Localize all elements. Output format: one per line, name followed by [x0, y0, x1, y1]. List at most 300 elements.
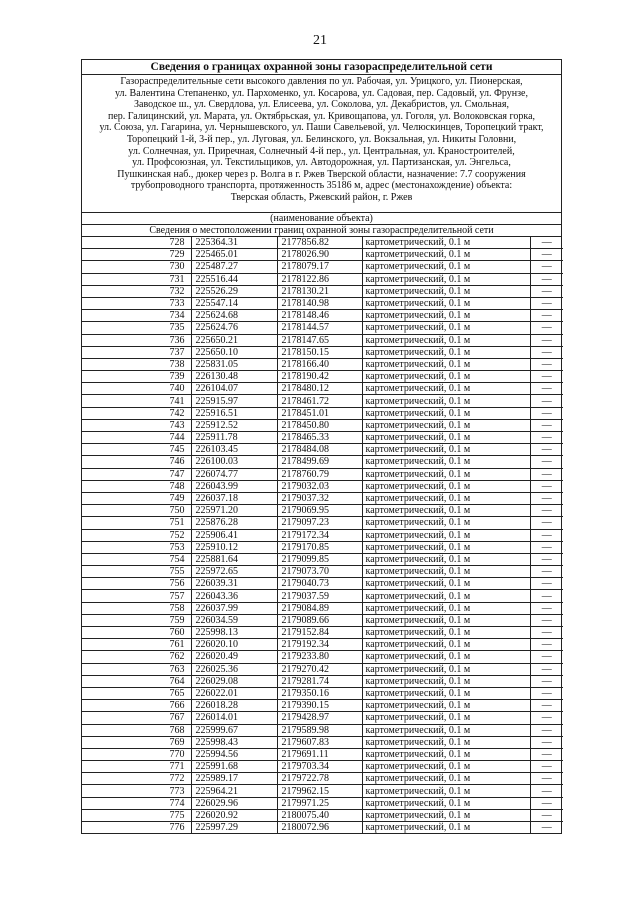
- method-accuracy: картометрический, 0.1 м: [362, 712, 530, 724]
- object-description: [82, 75, 561, 213]
- y-coordinate: 2179233.80: [277, 651, 362, 663]
- method-accuracy: картометрический, 0.1 м: [362, 358, 530, 370]
- description-cell: —: [530, 492, 563, 504]
- y-coordinate: 2179099.85: [277, 553, 362, 565]
- x-coordinate: 225831.05: [191, 358, 277, 370]
- y-coordinate: 2179089.66: [277, 614, 362, 626]
- page-number: 21: [313, 33, 327, 48]
- method-accuracy: картометрический, 0.1 м: [362, 614, 530, 626]
- method-accuracy: картометрический, 0.1 м: [362, 797, 530, 809]
- y-coordinate: 2179722.78: [277, 773, 362, 785]
- x-coordinate: 225526.29: [191, 285, 277, 297]
- y-coordinate: 2178147.65: [277, 334, 362, 346]
- point-number: 728: [82, 237, 191, 249]
- y-coordinate: 2179152.84: [277, 627, 362, 639]
- point-number: 739: [82, 371, 191, 383]
- x-coordinate: 225989.17: [191, 773, 277, 785]
- point-number: 760: [82, 627, 191, 639]
- table-row: [82, 249, 563, 261]
- description-cell: —: [530, 639, 563, 651]
- description-cell: —: [530, 578, 563, 590]
- y-coordinate: 2178130.21: [277, 285, 362, 297]
- table-row: [82, 639, 563, 651]
- description-cell: —: [530, 334, 563, 346]
- description-cell: —: [530, 553, 563, 565]
- point-number: 731: [82, 273, 191, 285]
- y-coordinate: 2178480.12: [277, 383, 362, 395]
- x-coordinate: 226130.48: [191, 371, 277, 383]
- method-accuracy: картометрический, 0.1 м: [362, 700, 530, 712]
- y-coordinate: 2179691.11: [277, 748, 362, 760]
- table-row: [82, 712, 563, 724]
- point-number: 776: [82, 822, 191, 834]
- point-number: 753: [82, 541, 191, 553]
- table-row: [82, 566, 563, 578]
- table-row: [82, 346, 563, 358]
- point-number: 748: [82, 480, 191, 492]
- description-cell: —: [530, 785, 563, 797]
- point-number: 743: [82, 419, 191, 431]
- description-cell: —: [530, 395, 563, 407]
- y-coordinate: 2178122.86: [277, 273, 362, 285]
- point-number: 732: [82, 285, 191, 297]
- point-number: 742: [82, 407, 191, 419]
- x-coordinate: 226020.92: [191, 809, 277, 821]
- x-coordinate: 226020.49: [191, 651, 277, 663]
- x-coordinate: 225998.13: [191, 627, 277, 639]
- table-row: [82, 773, 563, 785]
- table-row: [82, 310, 563, 322]
- y-coordinate: 2180075.40: [277, 809, 362, 821]
- description-cell: —: [530, 261, 563, 273]
- description-cell: —: [530, 651, 563, 663]
- y-coordinate: 2179281.74: [277, 675, 362, 687]
- y-coordinate: 2178144.57: [277, 322, 362, 334]
- x-coordinate: 226074.77: [191, 468, 277, 480]
- description-cell: —: [530, 468, 563, 480]
- table-row: [82, 383, 563, 395]
- point-number: 766: [82, 700, 191, 712]
- description-cell: —: [530, 358, 563, 370]
- method-accuracy: картометрический, 0.1 м: [362, 553, 530, 565]
- point-number: 755: [82, 566, 191, 578]
- table-row: [82, 273, 563, 285]
- table-row: [82, 822, 563, 834]
- table-row: [82, 651, 563, 663]
- method-accuracy: картометрический, 0.1 м: [362, 639, 530, 651]
- y-coordinate: 2178450.80: [277, 419, 362, 431]
- x-coordinate: 225971.20: [191, 505, 277, 517]
- method-accuracy: картометрический, 0.1 м: [362, 334, 530, 346]
- y-coordinate: 2179971.25: [277, 797, 362, 809]
- point-number: 772: [82, 773, 191, 785]
- point-number: 751: [82, 517, 191, 529]
- point-number: 735: [82, 322, 191, 334]
- coordinates-table: [82, 237, 563, 833]
- point-number: 768: [82, 724, 191, 736]
- point-number: 749: [82, 492, 191, 504]
- x-coordinate: 225998.43: [191, 736, 277, 748]
- y-coordinate: 2179607.83: [277, 736, 362, 748]
- x-coordinate: 225624.76: [191, 322, 277, 334]
- table-row: [82, 578, 563, 590]
- point-number: 736: [82, 334, 191, 346]
- y-coordinate: 2179170.85: [277, 541, 362, 553]
- method-accuracy: картометрический, 0.1 м: [362, 736, 530, 748]
- description-line: Тверская область, Ржевский район, г. Ржев: [230, 191, 413, 203]
- point-number: 757: [82, 590, 191, 602]
- method-accuracy: картометрический, 0.1 м: [362, 566, 530, 578]
- description-cell: —: [530, 346, 563, 358]
- x-coordinate: 225650.10: [191, 346, 277, 358]
- y-coordinate: 2178465.33: [277, 432, 362, 444]
- description-cell: —: [530, 627, 563, 639]
- description-cell: —: [530, 797, 563, 809]
- y-coordinate: 2179037.32: [277, 492, 362, 504]
- description-line: ул. Профсоюзная, ул. Текстильщиков, ул. Автодорожная, ул. Партизанская, ул. Энгельса,: [132, 157, 511, 169]
- method-accuracy: картометрический, 0.1 м: [362, 785, 530, 797]
- point-number: 733: [82, 297, 191, 309]
- point-number: 758: [82, 602, 191, 614]
- description-line: трубопроводного транспорта, протяженность 35186 м, адрес (местонахождение) объекта:: [130, 180, 513, 192]
- description-cell: —: [530, 383, 563, 395]
- x-coordinate: 225881.64: [191, 553, 277, 565]
- table-row: [82, 541, 563, 553]
- point-number: 761: [82, 639, 191, 651]
- x-coordinate: 226103.45: [191, 444, 277, 456]
- table-row: [82, 675, 563, 687]
- y-coordinate: 2179097.23: [277, 517, 362, 529]
- description-cell: —: [530, 432, 563, 444]
- table-row: [82, 809, 563, 821]
- y-coordinate: 2178499.69: [277, 456, 362, 468]
- y-coordinate: 2179040.73: [277, 578, 362, 590]
- method-accuracy: картометрический, 0.1 м: [362, 419, 530, 431]
- point-number: 730: [82, 261, 191, 273]
- description-cell: —: [530, 809, 563, 821]
- y-coordinate: 2179037.59: [277, 590, 362, 602]
- description-cell: —: [530, 310, 563, 322]
- method-accuracy: картометрический, 0.1 м: [362, 237, 530, 249]
- table-row: [82, 687, 563, 699]
- method-accuracy: картометрический, 0.1 м: [362, 480, 530, 492]
- description-cell: —: [530, 541, 563, 553]
- method-accuracy: картометрический, 0.1 м: [362, 249, 530, 261]
- document-table: [81, 59, 562, 834]
- description-cell: —: [530, 444, 563, 456]
- description-cell: —: [530, 285, 563, 297]
- y-coordinate: 2179703.34: [277, 761, 362, 773]
- x-coordinate: 225997.29: [191, 822, 277, 834]
- point-number: 773: [82, 785, 191, 797]
- table-row: [82, 419, 563, 431]
- method-accuracy: картометрический, 0.1 м: [362, 346, 530, 358]
- point-number: 746: [82, 456, 191, 468]
- y-coordinate: 2177856.82: [277, 237, 362, 249]
- x-coordinate: 226043.36: [191, 590, 277, 602]
- table-row: [82, 761, 563, 773]
- description-cell: —: [530, 407, 563, 419]
- description-line: Газораспределительные сети высокого давления по ул. Рабочая, ул. Урицкого, ул. Пионерская,: [120, 76, 523, 87]
- x-coordinate: 226037.99: [191, 602, 277, 614]
- table-row: [82, 590, 563, 602]
- description-cell: —: [530, 456, 563, 468]
- x-coordinate: 225487.27: [191, 261, 277, 273]
- x-coordinate: 226014.01: [191, 712, 277, 724]
- y-coordinate: 2178760.79: [277, 468, 362, 480]
- x-coordinate: 226020.10: [191, 639, 277, 651]
- table-row: [82, 322, 563, 334]
- point-number: 762: [82, 651, 191, 663]
- description-cell: —: [530, 273, 563, 285]
- table-row: [82, 432, 563, 444]
- y-coordinate: 2179032.03: [277, 480, 362, 492]
- object-name-label: (наименование объекта): [82, 213, 561, 225]
- method-accuracy: картометрический, 0.1 м: [362, 505, 530, 517]
- point-number: 775: [82, 809, 191, 821]
- document-title: Сведения о границах охранной зоны газораспределительной сети: [82, 60, 561, 75]
- method-accuracy: картометрический, 0.1 м: [362, 590, 530, 602]
- x-coordinate: 225991.68: [191, 761, 277, 773]
- x-coordinate: 225465.01: [191, 249, 277, 261]
- x-coordinate: 226039.31: [191, 578, 277, 590]
- table-row: [82, 627, 563, 639]
- point-number: 750: [82, 505, 191, 517]
- description-cell: —: [530, 529, 563, 541]
- description-cell: —: [530, 322, 563, 334]
- table-row: [82, 407, 563, 419]
- description-cell: —: [530, 736, 563, 748]
- point-number: 744: [82, 432, 191, 444]
- table-row: [82, 785, 563, 797]
- x-coordinate: 226022.01: [191, 687, 277, 699]
- method-accuracy: картометрический, 0.1 м: [362, 456, 530, 468]
- x-coordinate: 225915.97: [191, 395, 277, 407]
- table-row: [82, 505, 563, 517]
- method-accuracy: картометрический, 0.1 м: [362, 627, 530, 639]
- method-accuracy: картометрический, 0.1 м: [362, 724, 530, 736]
- point-number: 759: [82, 614, 191, 626]
- y-coordinate: 2178484.08: [277, 444, 362, 456]
- method-accuracy: картометрический, 0.1 м: [362, 273, 530, 285]
- x-coordinate: 225906.41: [191, 529, 277, 541]
- table-row: [82, 285, 563, 297]
- description-cell: —: [530, 480, 563, 492]
- method-accuracy: картометрический, 0.1 м: [362, 285, 530, 297]
- table-row: [82, 553, 563, 565]
- table-row: [82, 736, 563, 748]
- description-cell: —: [530, 822, 563, 834]
- y-coordinate: 2179073.70: [277, 566, 362, 578]
- method-accuracy: картометрический, 0.1 м: [362, 541, 530, 553]
- description-cell: —: [530, 663, 563, 675]
- table-row: [82, 492, 563, 504]
- x-coordinate: 225964.21: [191, 785, 277, 797]
- y-coordinate: 2179270.42: [277, 663, 362, 675]
- point-number: 765: [82, 687, 191, 699]
- description-cell: —: [530, 517, 563, 529]
- point-number: 752: [82, 529, 191, 541]
- table-row: [82, 297, 563, 309]
- y-coordinate: 2179172.34: [277, 529, 362, 541]
- y-coordinate: 2178451.01: [277, 407, 362, 419]
- method-accuracy: картометрический, 0.1 м: [362, 297, 530, 309]
- x-coordinate: 225650.21: [191, 334, 277, 346]
- point-number: 740: [82, 383, 191, 395]
- method-accuracy: картометрический, 0.1 м: [362, 261, 530, 273]
- y-coordinate: 2178461.72: [277, 395, 362, 407]
- description-cell: —: [530, 724, 563, 736]
- table-row: [82, 529, 563, 541]
- y-coordinate: 2178140.98: [277, 297, 362, 309]
- method-accuracy: картометрический, 0.1 м: [362, 748, 530, 760]
- table-row: [82, 724, 563, 736]
- y-coordinate: 2178166.40: [277, 358, 362, 370]
- method-accuracy: картометрический, 0.1 м: [362, 651, 530, 663]
- y-coordinate: 2179350.16: [277, 687, 362, 699]
- x-coordinate: 225516.44: [191, 273, 277, 285]
- point-number: 771: [82, 761, 191, 773]
- method-accuracy: картометрический, 0.1 м: [362, 492, 530, 504]
- point-number: 729: [82, 249, 191, 261]
- x-coordinate: 226029.08: [191, 675, 277, 687]
- method-accuracy: картометрический, 0.1 м: [362, 432, 530, 444]
- table-row: [82, 748, 563, 760]
- x-coordinate: 225547.14: [191, 297, 277, 309]
- point-number: 738: [82, 358, 191, 370]
- y-coordinate: 2178190.42: [277, 371, 362, 383]
- description-line: ул. Солнечная, ул. Приречная, Солнечный 4-й пер., ул. Центральная, ул. Краностроителей,: [128, 145, 515, 157]
- x-coordinate: 225999.67: [191, 724, 277, 736]
- description-line: Заводское ш., ул. Свердлова, ул. Елисеева, ул. Соколова, ул. Декабристов, ул. Смольная,: [134, 99, 509, 111]
- table-row: [82, 237, 563, 249]
- description-line: пер. Галицинский, ул. Марата, ул. Октябрьская, ул. Кривощапова, ул. Гоголя, ул. Волоковская горка,: [107, 110, 536, 122]
- method-accuracy: картометрический, 0.1 м: [362, 602, 530, 614]
- x-coordinate: 226043.99: [191, 480, 277, 492]
- y-coordinate: 2179069.95: [277, 505, 362, 517]
- method-accuracy: картометрический, 0.1 м: [362, 517, 530, 529]
- description-cell: —: [530, 419, 563, 431]
- description-cell: —: [530, 700, 563, 712]
- method-accuracy: картометрический, 0.1 м: [362, 529, 530, 541]
- point-number: 769: [82, 736, 191, 748]
- description-line: Торопецкий 1-й, 3-й пер., ул. Луговая, ул. Белинского, ул. Вокзальная, ул. Никиты Головни,: [126, 133, 517, 145]
- x-coordinate: 225910.12: [191, 541, 277, 553]
- table-row: [82, 358, 563, 370]
- y-coordinate: 2179589.98: [277, 724, 362, 736]
- x-coordinate: 225624.68: [191, 310, 277, 322]
- method-accuracy: картометрический, 0.1 м: [362, 322, 530, 334]
- method-accuracy: картометрический, 0.1 м: [362, 383, 530, 395]
- table-row: [82, 395, 563, 407]
- description-cell: —: [530, 602, 563, 614]
- x-coordinate: 226037.18: [191, 492, 277, 504]
- point-number: 747: [82, 468, 191, 480]
- description-cell: —: [530, 614, 563, 626]
- table-row: [82, 700, 563, 712]
- method-accuracy: картометрический, 0.1 м: [362, 468, 530, 480]
- x-coordinate: 226025.36: [191, 663, 277, 675]
- x-coordinate: 225994.56: [191, 748, 277, 760]
- point-number: 734: [82, 310, 191, 322]
- description-cell: —: [530, 249, 563, 261]
- table-row: [82, 334, 563, 346]
- method-accuracy: картометрический, 0.1 м: [362, 395, 530, 407]
- description-cell: —: [530, 371, 563, 383]
- method-accuracy: картометрический, 0.1 м: [362, 809, 530, 821]
- description-cell: —: [530, 761, 563, 773]
- table-row: [82, 663, 563, 675]
- description-cell: —: [530, 505, 563, 517]
- table-row: [82, 261, 563, 273]
- point-number: 756: [82, 578, 191, 590]
- x-coordinate: 225364.31: [191, 237, 277, 249]
- method-accuracy: картометрический, 0.1 м: [362, 663, 530, 675]
- y-coordinate: 2180072.96: [277, 822, 362, 834]
- method-accuracy: картометрический, 0.1 м: [362, 444, 530, 456]
- x-coordinate: 226034.59: [191, 614, 277, 626]
- description-cell: —: [530, 566, 563, 578]
- method-accuracy: картометрический, 0.1 м: [362, 773, 530, 785]
- location-header: Сведения о местоположении границ охранной зоны газораспределительной сети: [82, 225, 561, 237]
- description-line: ул. Валентина Степаненко, ул. Пархоменко, ул. Косарова, ул. Садовая, пер. Садовый, ул. Фрунзе,: [115, 87, 528, 99]
- y-coordinate: 2178148.46: [277, 310, 362, 322]
- description-cell: —: [530, 590, 563, 602]
- method-accuracy: картометрический, 0.1 м: [362, 407, 530, 419]
- x-coordinate: 225876.28: [191, 517, 277, 529]
- x-coordinate: 225916.51: [191, 407, 277, 419]
- y-coordinate: 2178026.90: [277, 249, 362, 261]
- point-number: 770: [82, 748, 191, 760]
- x-coordinate: 226029.96: [191, 797, 277, 809]
- table-row: [82, 517, 563, 529]
- point-number: 774: [82, 797, 191, 809]
- description-cell: —: [530, 297, 563, 309]
- point-number: 767: [82, 712, 191, 724]
- x-coordinate: 226100.03: [191, 456, 277, 468]
- description-cell: —: [530, 675, 563, 687]
- table-row: [82, 797, 563, 809]
- y-coordinate: 2179428.97: [277, 712, 362, 724]
- point-number: 741: [82, 395, 191, 407]
- method-accuracy: картометрический, 0.1 м: [362, 761, 530, 773]
- description-cell: —: [530, 712, 563, 724]
- point-number: 745: [82, 444, 191, 456]
- table-row: [82, 371, 563, 383]
- table-row: [82, 444, 563, 456]
- point-number: 737: [82, 346, 191, 358]
- description-cell: —: [530, 687, 563, 699]
- method-accuracy: картометрический, 0.1 м: [362, 675, 530, 687]
- x-coordinate: 226104.07: [191, 383, 277, 395]
- description-line: ул. Союза, ул. Гагарина, ул. Чернышевского, ул. Паши Савельевой, ул. Челюскинцев, Торопецкий тракт,: [99, 122, 544, 134]
- y-coordinate: 2179962.15: [277, 785, 362, 797]
- x-coordinate: 225912.52: [191, 419, 277, 431]
- x-coordinate: 225972.65: [191, 566, 277, 578]
- point-number: 754: [82, 553, 191, 565]
- method-accuracy: картометрический, 0.1 м: [362, 687, 530, 699]
- table-row: [82, 456, 563, 468]
- method-accuracy: картометрический, 0.1 м: [362, 371, 530, 383]
- point-number: 763: [82, 663, 191, 675]
- point-number: 764: [82, 675, 191, 687]
- description-cell: —: [530, 773, 563, 785]
- table-row: [82, 602, 563, 614]
- method-accuracy: картометрический, 0.1 м: [362, 310, 530, 322]
- y-coordinate: 2178150.15: [277, 346, 362, 358]
- method-accuracy: картометрический, 0.1 м: [362, 822, 530, 834]
- x-coordinate: 226018.28: [191, 700, 277, 712]
